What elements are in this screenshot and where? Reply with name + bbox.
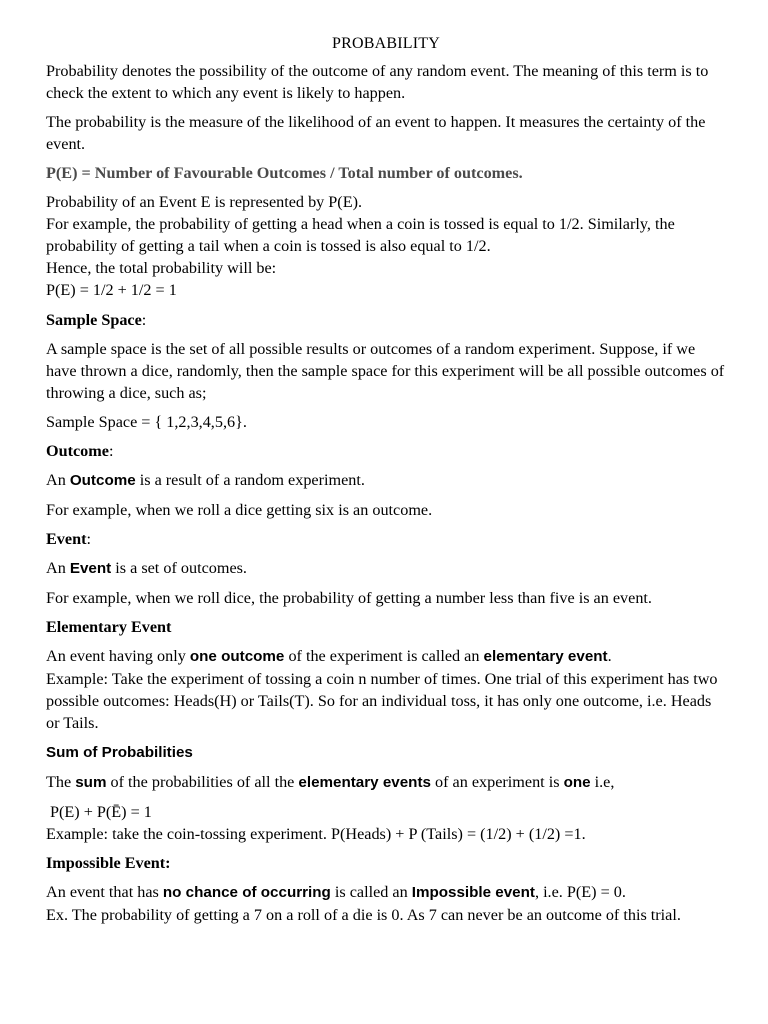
intro-line-2: For example, the probability of getting a head when a coin is tossed is equal to 1/2. Similarly, the probability of getting a tail when a coin is tossed is also equal to 1/2. <box>46 215 675 255</box>
elementary-def-bold-1: one outcome <box>189 648 285 665</box>
outcome-def-bold: Outcome <box>69 472 136 489</box>
event-definition <box>46 557 726 580</box>
outcome-heading <box>46 440 726 462</box>
event-def-post: is a set of outcomes. <box>111 559 247 577</box>
sum-pre: The <box>46 773 76 791</box>
elementary-event-example: Example: Take the experiment of tossing a coin n number of times. One trial of this experiment has two possible outcomes: Heads(H) or Tails(T). So for an individual toss, it has only one outcome, i.e. Heads or Tails. <box>46 670 718 732</box>
event-def-pre: An <box>46 559 70 577</box>
elementary-event-heading: Elementary Event <box>46 618 172 636</box>
event-heading-colon: : <box>86 530 91 548</box>
sum-mid-2: of an experiment is <box>430 773 564 791</box>
sum-bold-1: sum <box>75 774 107 791</box>
elementary-def-pre: An event having only <box>46 647 190 665</box>
intro-line-3: Hence, the total probability will be: <box>46 259 277 277</box>
sample-space-set: Sample Space = { 1,2,3,4,5,6}. <box>46 413 247 431</box>
impossible-event-heading: Impossible Event: <box>46 854 171 872</box>
impossible-def-bold-1: no chance of occurring <box>162 884 331 901</box>
outcome-heading-colon: : <box>108 442 114 460</box>
sum-example: Example: take the coin-tossing experiment. P(Heads) + P (Tails) = (1/2) + (1/2) =1. <box>46 825 586 843</box>
event-heading <box>46 528 726 550</box>
sum-of-probabilities-heading <box>46 741 726 764</box>
sum-bold-2: elementary events <box>298 774 431 791</box>
intro-paragraph-1: Probability denotes the possibility of the outcome of any random event. The meaning of this term is to check the extent to which any event is likely to happen. <box>46 62 709 102</box>
intro-line-1: Probability of an Event E is represented by P(E). <box>46 193 363 211</box>
outcome-heading-text: Outcome <box>46 442 109 460</box>
impossible-def-post: , i.e. P(E) = 0. <box>534 883 626 901</box>
elementary-def-post: . <box>607 647 612 665</box>
event-def-bold: Event <box>69 560 112 577</box>
sum-bold-3: one <box>563 774 591 791</box>
sum-equation: P(E) + P(Ē) = 1 <box>50 803 152 821</box>
document-page <box>46 34 726 926</box>
sum-post: i.e, <box>590 773 615 791</box>
intro-line-4: P(E) = 1/2 + 1/2 = 1 <box>46 281 177 299</box>
elementary-def-bold-2: elementary event <box>483 648 608 665</box>
sum-heading-text: Sum of Probabilities <box>46 744 193 761</box>
outcome-example: For example, when we roll a dice getting six is an outcome. <box>46 501 433 519</box>
outcome-definition <box>46 469 726 492</box>
impossible-def-bold-2: Impossible event <box>411 884 535 901</box>
outcome-def-pre: An <box>46 471 70 489</box>
event-heading-text: Event <box>46 530 87 548</box>
sample-space-heading <box>46 309 726 331</box>
impossible-event-definition <box>46 881 726 904</box>
impossible-def-pre: An event that has <box>46 883 163 901</box>
page-title: PROBABILITY <box>332 35 440 52</box>
sum-statement <box>46 771 726 794</box>
sample-space-heading-colon: : <box>141 311 147 329</box>
elementary-def-mid: of the experiment is called an <box>284 647 484 665</box>
event-example: For example, when we roll dice, the probability of getting a number less than five is an event. <box>46 589 652 607</box>
sum-mid-1: of the probabilities of all the <box>106 773 299 791</box>
sample-space-heading-text: Sample Space <box>46 311 142 329</box>
probability-formula: P(E) = Number of Favourable Outcomes / Total number of outcomes. <box>46 164 523 182</box>
impossible-def-mid: is called an <box>330 883 412 901</box>
sample-space-body: A sample space is the set of all possible results or outcomes of a random experiment. Suppose, if we have thrown a dice, randomly, then the sample space for this experiment will be all possible outcomes of throwing a dice, such as; <box>46 340 725 402</box>
outcome-def-post: is a result of a random experiment. <box>135 471 365 489</box>
intro-paragraph-2: The probability is the measure of the likelihood of an event to happen. It measures the certainty of the event. <box>46 113 706 153</box>
elementary-event-definition <box>46 645 726 668</box>
impossible-event-example: Ex. The probability of getting a 7 on a roll of a die is 0. As 7 can never be an outcome of this trial. <box>46 906 681 924</box>
